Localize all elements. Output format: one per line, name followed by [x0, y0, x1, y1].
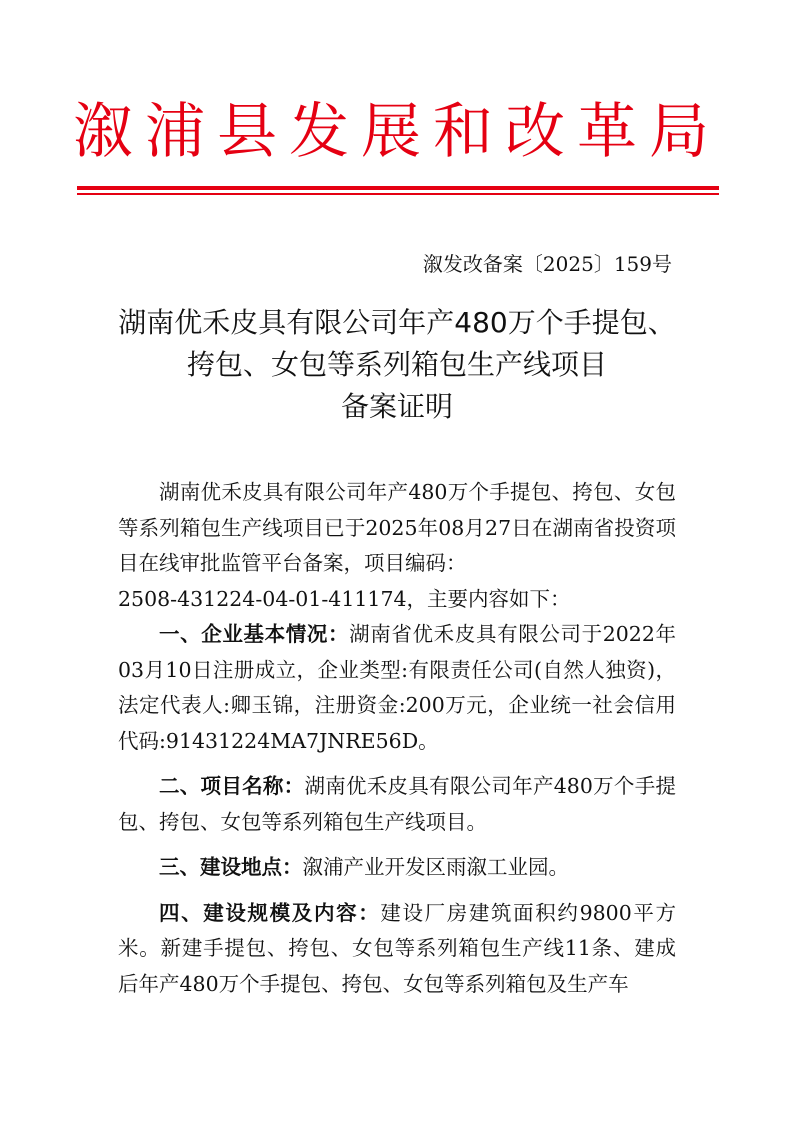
section-2-text: 湖南优禾皮具有限公司年产480万个手提包、挎包、女包等系列箱包生产线项目。	[118, 774, 676, 834]
intro-text: 湖南优禾皮具有限公司年产480万个手提包、挎包、女包等系列箱包生产线项目已于2025年08月27日在湖南省投资项目在线审批监管平台备案，项目编码：	[118, 480, 676, 575]
title-line-1: 湖南优禾皮具有限公司年产480万个手提包、	[118, 306, 676, 339]
header-divider-thick	[77, 186, 719, 190]
title-line-3: 备案证明	[340, 390, 453, 423]
section-1-paragraph	[118, 617, 676, 759]
section-4-paragraph	[118, 896, 676, 1003]
section-4-text: 建设厂房建筑面积约9800平方米。新建手提包、挎包、女包等系列箱包生产线11条、建成后年产480万个手提包、挎包、女包等系列箱包及生产车	[118, 900, 677, 996]
section-3-label: 三、建设地点：	[159, 855, 303, 879]
title-line-2: 挎包、女包等系列箱包生产线项目	[186, 348, 607, 381]
section-4-label: 四、建设规模及内容：	[159, 900, 381, 925]
section-2-paragraph	[118, 769, 676, 840]
section-1-text: 湖南省优禾皮具有限公司于2022年03月10日注册成立，企业类型:有限责任公司(自然人独资)，法定代表人:卿玉锦，注册资金:200万元，企业统一社会信用代码:91431224MA7JNRE56D。	[118, 622, 677, 753]
intro-paragraph	[118, 475, 676, 617]
issuer-header-title: 溆浦县发展和改革局	[73, 97, 721, 167]
document-title	[90, 302, 704, 428]
document-number: 溆发改备案〔2025〕159号	[422, 252, 672, 276]
section-1-label: 一、企业基本情况：	[159, 622, 350, 646]
document-body	[118, 475, 676, 1002]
header-divider-thin	[77, 193, 719, 195]
section-3-text: 溆浦产业开发区雨溆工业园。	[302, 855, 569, 879]
project-code: 2508-431224-04-01-411174，主要内容如下：	[118, 586, 571, 611]
section-2-label: 二、项目名称：	[159, 774, 305, 798]
section-3-paragraph	[118, 850, 676, 886]
